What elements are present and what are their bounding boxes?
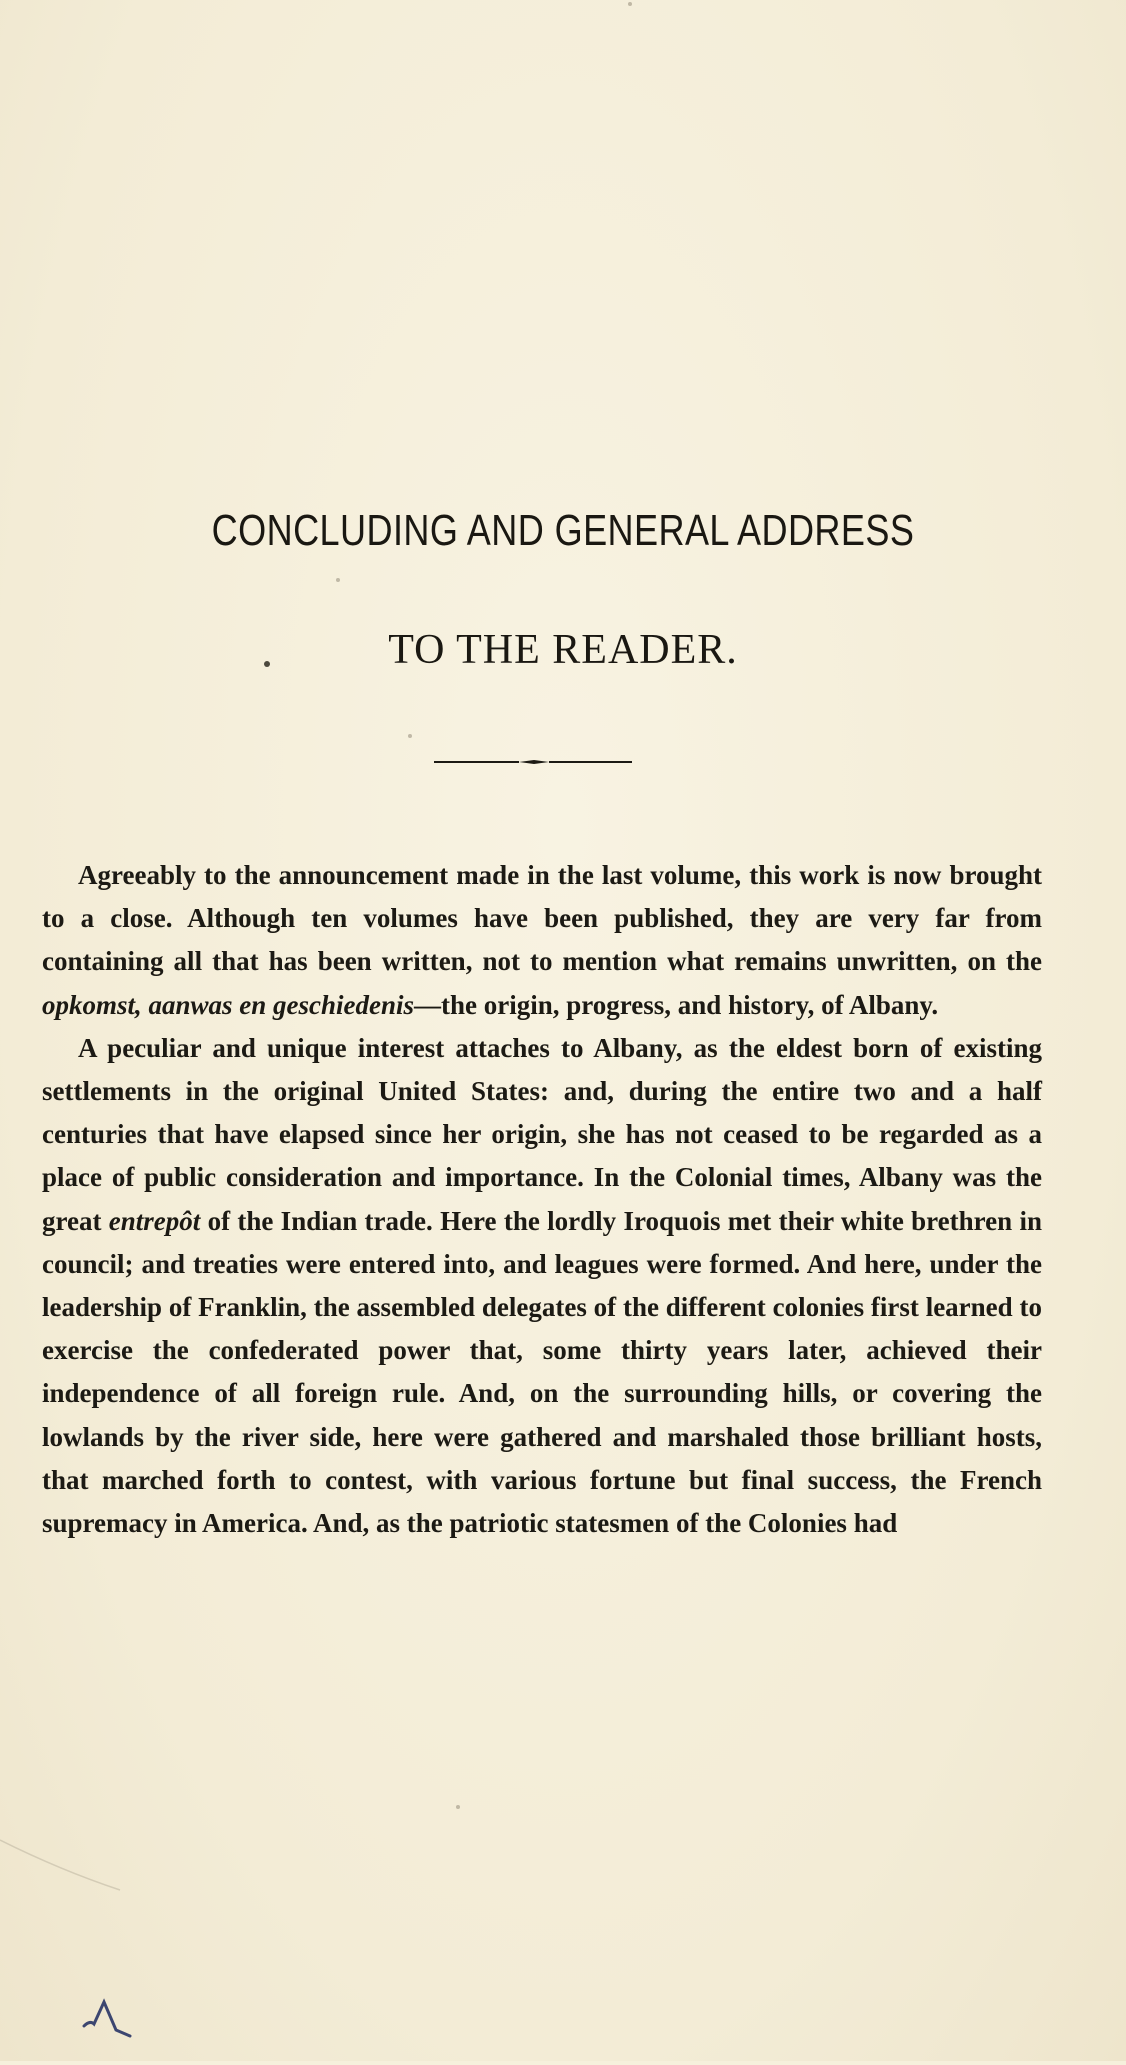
paragraph-1: [42, 854, 1042, 1027]
paragraph-2-text-a: A peculiar and unique interest attaches to Albany, as the eldest born of existing settlements in the original United States: and, during the entire two and a half centuries that have elapsed since her origin, she has not ceased to be regarded as a place of public consideration and importance. In the Colonial times, Albany was the great: [42, 1032, 1042, 1236]
paragraph-1-text-b: —the origin, progress, and history, of Albany.: [414, 989, 939, 1020]
paper-speck: [336, 578, 340, 582]
paragraph-2-italic: entrepôt: [108, 1205, 201, 1236]
body-text: [42, 854, 1042, 1545]
title-line-1: CONCLUDING AND GENERAL ADDRESS: [211, 506, 915, 555]
paragraph-2-text-b: of the Indian trade. Here the lordly Iroquois met their white brethren in council; and treaties were entered into, and leagues were formed. And here, under the leadership of Franklin, the assembled delegates of the different colonies first learned to exercise the confederated power that, some thirty years later, achieved their independence of all foreign rule. And, on the surrounding hills, or covering the lowlands by the river side, here were gathered and marshaled those brilliant hosts, that marched forth to contest, with various fortune but final success, the French supremacy in America. And, as the patriotic statesmen of the Colonies had: [42, 1205, 1042, 1539]
paper-speck: [408, 734, 412, 738]
title-line-2: TO THE READER.: [388, 627, 738, 673]
paper-speck: [628, 2, 632, 6]
ink-mark: [80, 1990, 140, 2040]
paper-speck: [264, 661, 270, 667]
paragraph-1-text-a: Agreeably to the announcement made in the last volume, this work is now brought to a close. Although ten volumes have been published, they are very far from containing all that has been written, not to mention what remains unwritten, on the: [42, 860, 1042, 977]
paragraph-1-italic: opkomst, aanwas en geschiedenis: [42, 989, 415, 1020]
paragraph-2: [42, 1027, 1042, 1545]
title-divider: [434, 760, 632, 764]
paper-speck: [456, 1805, 460, 1809]
